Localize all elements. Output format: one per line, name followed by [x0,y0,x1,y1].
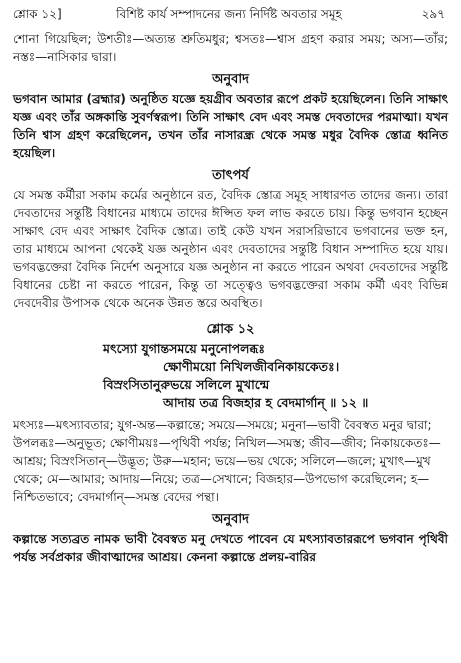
verse-line: ক্ষোণীময়ো নিখিলজীবনিকায়কেতঃ। [163,359,340,374]
purport-heading: তাৎপর্য [212,168,249,183]
verse-line: বিস্রংসিতানুরুভয়ে সলিলে মুখান্মে [103,377,270,392]
purport-text: যে সমস্ত কর্মীরা সকাম কর্মের অনুষ্ঠানে রত, বৈদিক স্তোত্র সমূহ সাধারণত তাদের জন্য। তারা দেবতাদের সন্তুষ্টি বিধানের মাধ্যমে তাদের ঈপ্সিত ফল লাভ করতে চায়। কিন্তু ভগবান হচ্ছেন সাক্ষাৎ বেদ এবং সাক্ষাৎ বৈদিক স্তোত্র। তাই কেউ যখন সরাসরিভাবে ভগবানের ভক্ত হন, তার মাধ্যমে আপনা থেকেই যজ্ঞ অনুষ্ঠান এবং দেবতাদের সন্তুষ্টি বিধান সম্পাদিত হয়ে যায়। ভগবদ্ভক্তেরা বৈদিক নির্দেশ অনুসারে যজ্ঞ অনুষ্ঠান না করতে পারেন অথবা দেবতাদের সন্তুষ্টি বিধানের চেষ্টা না করতে পারেন, কিন্তু তা সত্ত্বেও ভগবদ্ভক্তেরা সকাম কর্মী এবং বিভিন্ন দেবদেবীর উপাসক থেকে অনেক উন্নত স্তরে অবস্থিত। [13,188,448,310]
verse-heading: শ্লোক ১২ [206,322,255,337]
verse-text [13,340,448,412]
intro-synonyms: শোনা গিয়েছিল; উশতীঃ—অত্যন্ত শ্রুতিমধুর; শ্বসতঃ—শ্বাস গ্রহণ করার সময়; অস্য—তাঁর; নস্তঃ—নাসিকার দ্বারা। [13,32,448,64]
translation-heading-2: অনুবাদ [212,512,249,527]
translation-text: ভগবান আমার (ব্রহ্মার) অনুষ্ঠিত যজ্ঞে হয়গ্রীব অবতার রূপে প্রকট হয়েছিলেন। তিনি সাক্ষাৎ যজ্ঞ এবং তাঁর অঙ্গকান্তি সুবর্ণস্বরূপ। তিনি সাক্ষাৎ বেদ এবং সমস্ত দেবতাদের পরমাত্মা। যখন তিনি শ্বাস গ্রহণ করেছিলেন, তখন তাঁর নাসারন্ধ্র থেকে সমস্ত মধুর বৈদিক স্তোত্র ধ্বনিত হয়েছিল। [13,92,448,160]
header-verse-ref: শ্লোক ১২] [13,7,62,21]
verse-line: আদায় তত্র বিজহার হ বেদমার্গান্ ॥ ১২ ॥ [163,395,369,410]
running-header [13,6,445,24]
word-synonyms: মৎস্যঃ—মৎস্যাবতার; যুগ-অন্ত—কল্পান্তে; সময়ে—সময়ে; মনুনা—ভাবী বৈবস্বত মনুর দ্বারা; উপলব্ধঃ—অনুভূত; ক্ষোণীময়ঃ—পৃথিবী পর্যন্ত; নিখিল—সমস্ত; জীব—জীব; নিকায়কেতঃ—আশ্রয়; বিস্রংসিতান্—উদ্ভূত; উরু—মহান; ভয়ে—ভয় থেকে; সলিলে—জলে; মুখাৎ—মুখ থেকে; মে—আমার; আদায়—নিয়ে; তত্র—সেখানে; বিজহার—উপভোগ করেছিলেন; হ—নিশ্চিতভাবে; বেদমার্গান্—সমস্ত বেদের পন্থা। [13,418,441,504]
translation-text-2: কল্পান্তে সত্যব্রত নামক ভাবী বৈবস্বত মনু দেখতে পাবেন যে মৎস্যাবতাররূপে ভগবান পৃথিবী পর্যন্ত সর্বপ্রকার জীবাত্মাদের আশ্রয়। কেননা কল্পান্তে প্রলয়-বারির [13,532,448,564]
header-title: বিশিষ্ট কার্য সম্পাদনের জন্য নির্দিষ্ট অবতার সমূহ [116,7,342,21]
translation-heading: অনুবাদ [212,72,249,87]
page-content [13,30,448,566]
verse-line: মৎস্যো যুগান্তসময়ে মনুনোপলব্ধঃ [103,341,266,356]
page-number: ২৯৭ [421,7,445,21]
